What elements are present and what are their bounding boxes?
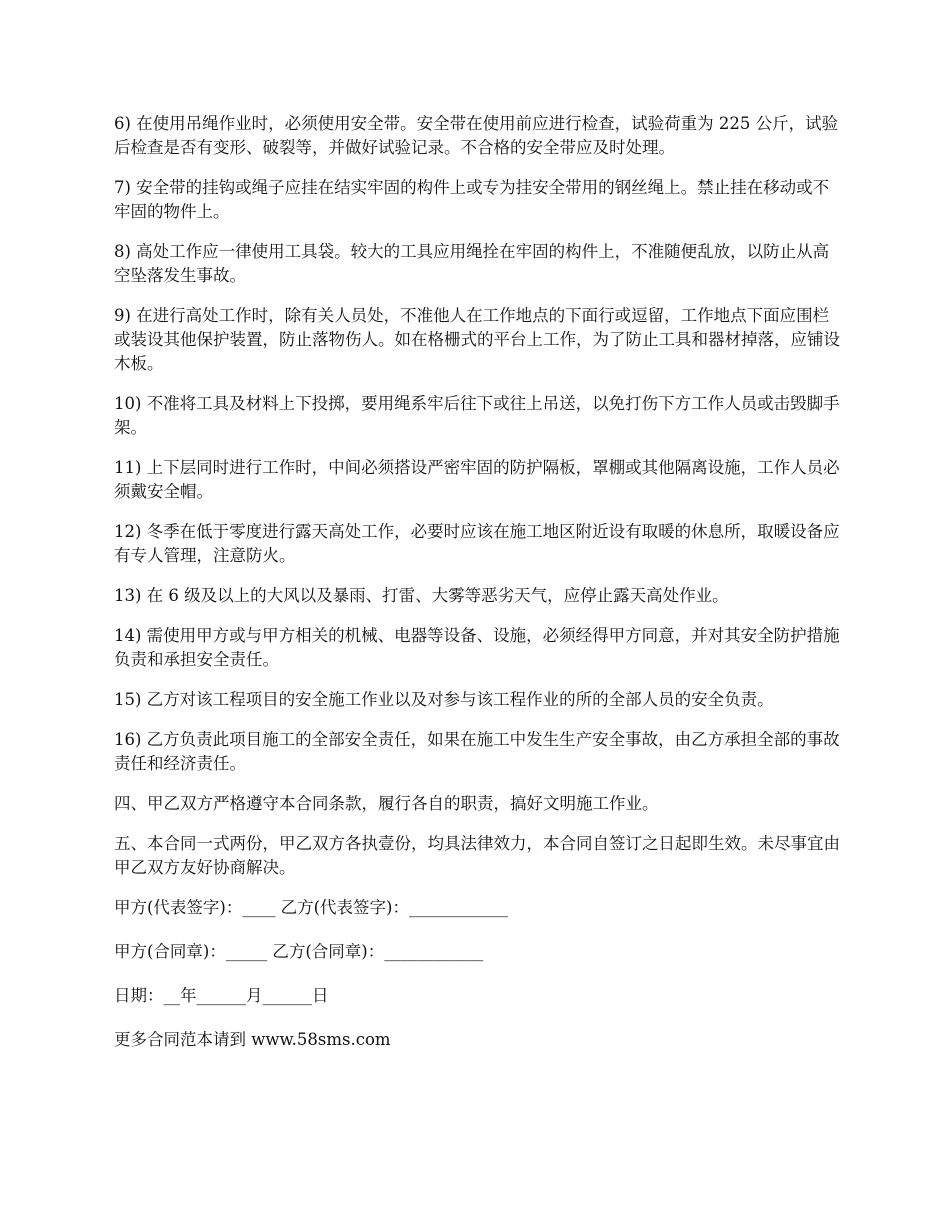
clause-10: 10) 不准将工具及材料上下投掷，要用绳系牢后往下或往上吊送，以免打伤下方工作人员或击毁脚手架。 bbox=[114, 394, 840, 437]
clause-6: 6) 在使用吊绳作业时，必须使用安全带。安全带在使用前应进行检查，试验荷重为 225 公斤，试验后检查是否有变形、破裂等，并做好试验记录。不合格的安全带应及时处理。 bbox=[114, 114, 839, 157]
clause-14: 14) 需使用甲方或与甲方相关的机械、电器等设备、设施，必须经得甲方同意，并对其安全防护措施负责和承担安全责任。 bbox=[114, 626, 840, 669]
clause-7: 7) 安全带的挂钩或绳子应挂在结实牢固的构件上或专为挂安全带用的钢丝绳上。禁止挂在移动或不牢固的物件上。 bbox=[114, 178, 830, 221]
section-4: 四、甲乙双方严格遵守本合同条款，履行各自的职责，搞好文明施工作业。 bbox=[114, 794, 659, 813]
clause-11: 11) 上下层同时进行工作时，中间必须搭设严密牢固的防护隔板，罩棚或其他隔离设施，工作人员必须戴安全帽。 bbox=[114, 458, 840, 501]
date-line: 日期：__年______月______日 bbox=[114, 986, 329, 1005]
document-page bbox=[114, 112, 844, 1068]
signature-seal-line: 甲方(合同章)：_____ 乙方(合同章)：____________ bbox=[114, 942, 484, 961]
clause-9: 9) 在进行高处工作时，除有关人员处，不准他人在工作地点的下面行或逗留，工作地点下面应围栏或装设其他保护装置，防止落物伤人。如在格栅式的平台上工作，为了防止工具和器材掉落，应铺设木板。 bbox=[114, 306, 840, 373]
signature-rep-line: 甲方(代表签字)：____ 乙方(代表签字)：____________ bbox=[114, 898, 508, 917]
section-5: 五、本合同一式两份，甲乙双方各执壹份，均具法律效力，本合同自签订之日起即生效。未尽事宜由甲乙双方友好协商解决。 bbox=[114, 834, 840, 877]
clause-15: 15) 乙方对该工程项目的安全施工作业以及对参与该工程作业的所的全部人员的安全负责。 bbox=[114, 690, 774, 709]
clause-16: 16) 乙方负责此项目施工的全部安全责任，如果在施工中发生生产安全事故，由乙方承担全部的事故责任和经济责任。 bbox=[114, 730, 840, 773]
clause-8: 8) 高处工作应一律使用工具袋。较大的工具应用绳拴在牢固的构件上，不准随便乱放，以防止从高空坠落发生事故。 bbox=[114, 242, 830, 285]
clause-13: 13) 在 6 级及以上的大风以及暴雨、打雷、大雾等恶劣天气，应停止露天高处作业。 bbox=[114, 586, 729, 605]
footer-link: 更多合同范本请到 www.58sms.com bbox=[114, 1030, 391, 1049]
clause-12: 12) 冬季在低于零度进行露天高处工作，必要时应该在施工地区附近设有取暖的休息所，取暖设备应有专人管理，注意防火。 bbox=[114, 522, 840, 565]
